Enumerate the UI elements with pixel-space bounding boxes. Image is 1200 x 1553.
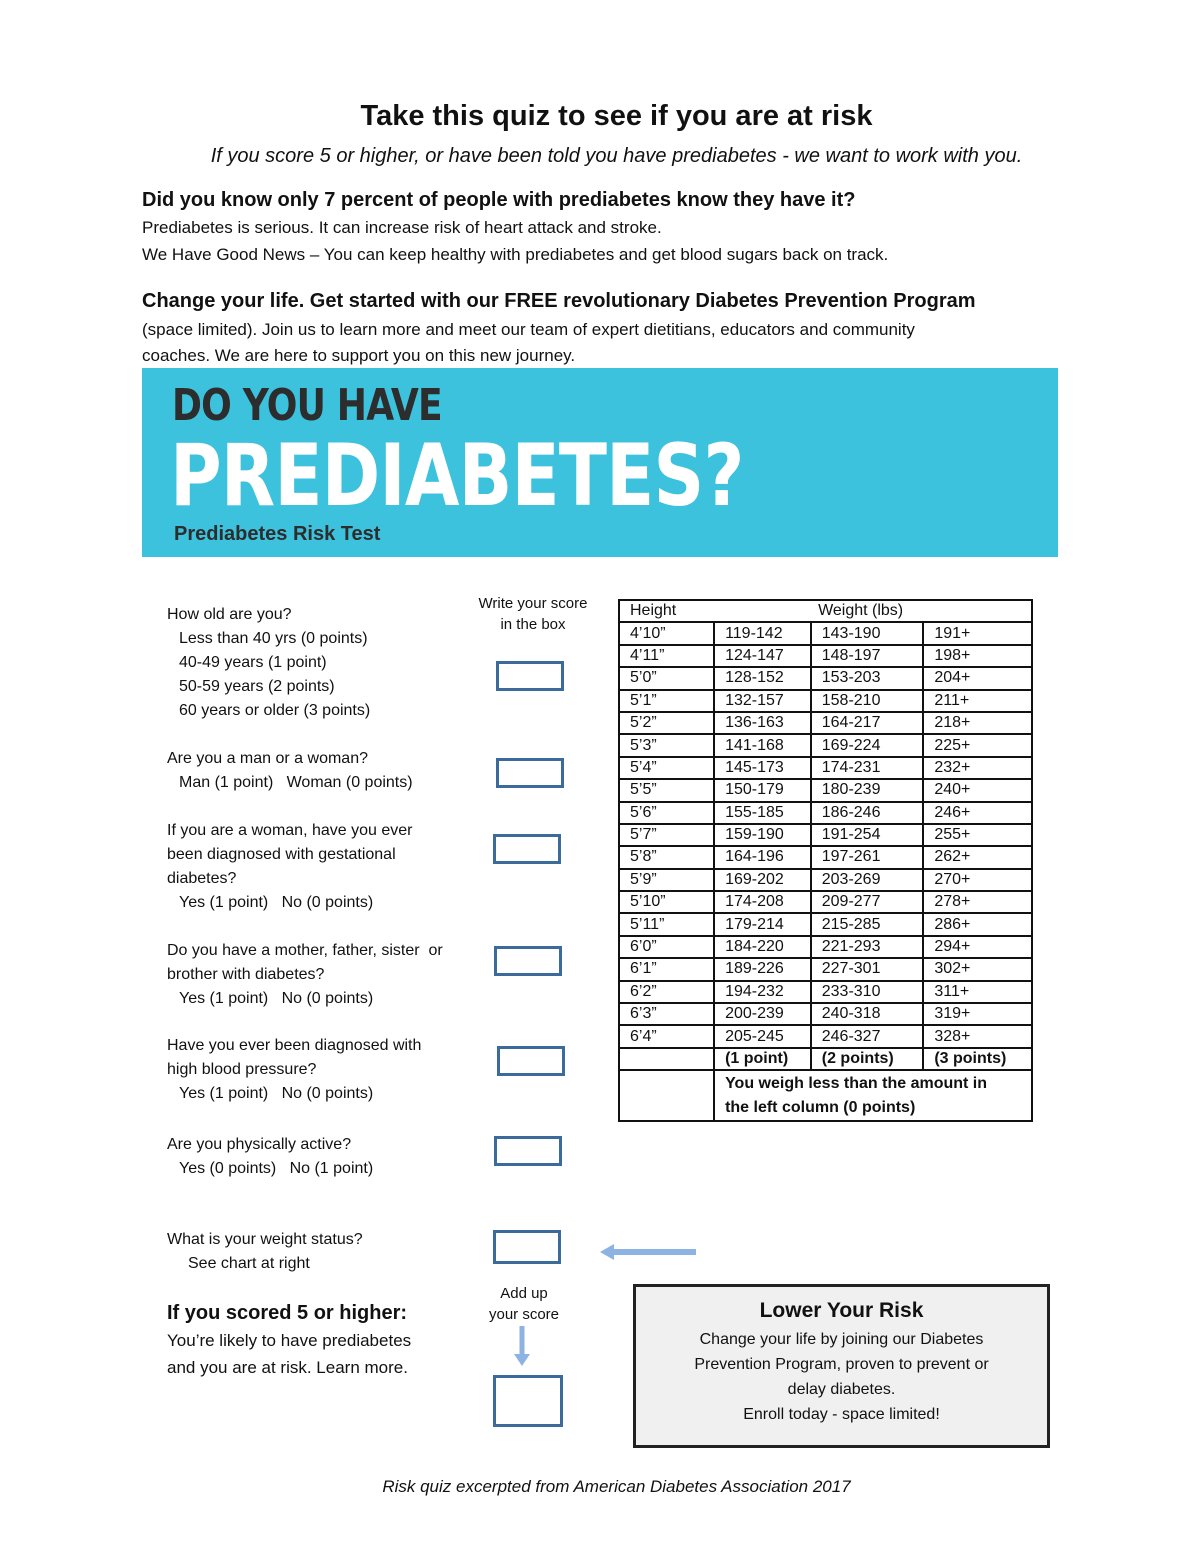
program-heading: Change your life. Get started with our FREE revolutionary Diabetes Prevention Program (142, 290, 976, 312)
lower-risk-box: Lower Your Risk Change your life by joining our Diabetes Prevention Program, proven to prevent or delay diabetes. Enroll today - space limited! (633, 1284, 1050, 1448)
score-box-weight[interactable] (493, 1230, 561, 1264)
banner-line-1: DO YOU HAVE (172, 380, 442, 431)
intro-heading: Did you know only 7 percent of people with prediabetes know they have it? (142, 189, 856, 211)
question-gestational: If you are a woman, have you ever been diagnosed with gestational diabetes? Yes (1 point) No (0 points) (167, 822, 413, 911)
points-cell: (2 points) (811, 1048, 924, 1070)
header-height: Height (619, 600, 714, 622)
height-cell: 5’6” (619, 802, 714, 824)
program-line-1: (space limited). Join us to learn more and meet our team of expert dietitians, educators and community (142, 320, 915, 339)
weight-cell: 174-208 (714, 891, 811, 913)
banner-line-2: PREDIABETES? (170, 426, 744, 526)
question-text: Are you a man or a woman? (167, 750, 368, 767)
table-row (619, 734, 1032, 756)
weight-cell: 302+ (923, 958, 1032, 980)
height-cell: 6’1” (619, 958, 714, 980)
weight-cell: 189-226 (714, 958, 811, 980)
weight-cell: 186-246 (811, 802, 924, 824)
weight-cell: 227-301 (811, 958, 924, 980)
height-cell: 5’11” (619, 913, 714, 935)
table-row (619, 667, 1032, 689)
arrow-left-icon (598, 1240, 702, 1264)
empty-cell (619, 1048, 714, 1070)
weight-cell: 203-269 (811, 869, 924, 891)
height-cell: 5’5” (619, 779, 714, 801)
table-row (619, 981, 1032, 1003)
height-cell: 5’3” (619, 734, 714, 756)
empty-cell (619, 1070, 714, 1121)
weight-cell: 204+ (923, 667, 1032, 689)
weight-cell: 132-157 (714, 690, 811, 712)
intro-line-2: We Have Good News – You can keep healthy with prediabetes and get blood sugars back on track. (142, 245, 889, 264)
table-row (619, 645, 1032, 667)
height-cell: 4’11” (619, 645, 714, 667)
height-cell: 5’10” (619, 891, 714, 913)
table-row (619, 913, 1032, 935)
weight-cell: 141-168 (714, 734, 811, 756)
score-box-age[interactable] (496, 661, 564, 691)
height-cell: 5’7” (619, 824, 714, 846)
result-section: If you scored 5 or higher: You’re likely to have prediabetes and you are at risk. Learn more. (167, 1302, 412, 1377)
table-row (619, 846, 1032, 868)
weight-cell: 262+ (923, 846, 1032, 868)
weight-cell: 246-327 (811, 1025, 924, 1047)
weight-cell: 198+ (923, 645, 1032, 667)
height-cell: 4’10” (619, 622, 714, 644)
weight-cell: 119-142 (714, 622, 811, 644)
height-cell: 6’0” (619, 936, 714, 958)
question-text: How old are you? (167, 606, 292, 623)
add-up-note: Add up your score (488, 1285, 560, 1323)
height-cell: 6’3” (619, 1003, 714, 1025)
weight-cell: 232+ (923, 757, 1032, 779)
weight-cell: 218+ (923, 712, 1032, 734)
underweight-row (619, 1070, 1032, 1121)
weight-cell: 180-239 (811, 779, 924, 801)
table-row (619, 802, 1032, 824)
arrow-down-icon (511, 1326, 533, 1368)
table-row (619, 622, 1032, 644)
weight-cell: 278+ (923, 891, 1032, 913)
weight-cell: 233-310 (811, 981, 924, 1003)
weight-cell: 148-197 (811, 645, 924, 667)
height-cell: 5’2” (619, 712, 714, 734)
score-box-total[interactable] (493, 1375, 563, 1427)
weight-cell: 200-239 (714, 1003, 811, 1025)
table-row (619, 824, 1032, 846)
weight-cell: 158-210 (811, 690, 924, 712)
question-gender: Are you a man or a woman? Man (1 point) Woman (0 points) (167, 747, 477, 795)
weight-cell: 286+ (923, 913, 1032, 935)
underweight-note: You weigh less than the amount in the left column (0 points) (714, 1070, 1032, 1121)
weight-cell: 136-163 (714, 712, 811, 734)
table-row (619, 690, 1032, 712)
score-box-active[interactable] (494, 1136, 562, 1166)
weight-cell: 164-217 (811, 712, 924, 734)
table-row (619, 936, 1032, 958)
weight-cell: 191-254 (811, 824, 924, 846)
table-row (619, 1025, 1032, 1047)
weight-cell: 159-190 (714, 824, 811, 846)
question-age: How old are you? Less than 40 yrs (0 points) 40-49 years (1 point) 50-59 years (2 points) 60 years or older (3 points) (167, 603, 477, 723)
score-note: Write your score in the box (478, 595, 588, 633)
height-cell: 5’4” (619, 757, 714, 779)
table-row (619, 757, 1032, 779)
weight-cell: 294+ (923, 936, 1032, 958)
weight-cell: 143-190 (811, 622, 924, 644)
score-box-gender[interactable] (496, 758, 564, 788)
height-cell: 5’9” (619, 869, 714, 891)
page-footer: Risk quiz excerpted from American Diabetes Association 2017 (382, 1477, 851, 1496)
banner-line-3: Prediabetes Risk Test (174, 523, 381, 545)
points-cell: (1 point) (714, 1048, 811, 1070)
table-row (619, 1003, 1032, 1025)
intro-line-1: Prediabetes is serious. It can increase risk of heart attack and stroke. (142, 218, 662, 237)
weight-cell: 328+ (923, 1025, 1032, 1047)
points-row (619, 1048, 1032, 1070)
table-row (619, 891, 1032, 913)
header-weight: Weight (lbs) (714, 600, 1032, 622)
weight-cell: 225+ (923, 734, 1032, 756)
weight-cell: 164-196 (714, 846, 811, 868)
score-box-blood-pressure[interactable] (497, 1046, 565, 1076)
weight-cell: 221-293 (811, 936, 924, 958)
weight-cell: 179-214 (714, 913, 811, 935)
height-cell: 6’4” (619, 1025, 714, 1047)
height-cell: 5’1” (619, 690, 714, 712)
height-cell: 5’8” (619, 846, 714, 868)
weight-cell: 205-245 (714, 1025, 811, 1047)
program-line-2: coaches. We are here to support you on this new journey. (142, 346, 576, 365)
weight-cell: 155-185 (714, 802, 811, 824)
height-cell: 5’0” (619, 667, 714, 689)
result-heading: If you scored 5 or higher: (167, 1302, 408, 1324)
table-row (619, 712, 1032, 734)
score-box-gestational[interactable] (493, 834, 561, 864)
question-blood-pressure: Have you ever been diagnosed with high blood pressure? Yes (1 point) No (0 points) (167, 1037, 422, 1102)
weight-cell: 191+ (923, 622, 1032, 644)
score-box-family[interactable] (494, 946, 562, 976)
weight-cell: 197-261 (811, 846, 924, 868)
weight-cell: 174-231 (811, 757, 924, 779)
weight-cell: 150-179 (714, 779, 811, 801)
table-row (619, 779, 1032, 801)
table-row (619, 958, 1032, 980)
question-active: Are you physically active? Yes (0 points) No (1 point) (167, 1136, 374, 1177)
weight-cell: 169-202 (714, 869, 811, 891)
weight-cell: 215-285 (811, 913, 924, 935)
weight-cell: 311+ (923, 981, 1032, 1003)
weight-cell: 169-224 (811, 734, 924, 756)
lower-risk-heading: Lower Your Risk (759, 1299, 924, 1322)
points-cell: (3 points) (923, 1048, 1032, 1070)
question-weight: What is your weight status? See chart at right (167, 1231, 363, 1272)
weight-cell: 246+ (923, 802, 1032, 824)
table-header-row (619, 600, 1032, 622)
weight-cell: 211+ (923, 690, 1032, 712)
weight-cell: 124-147 (714, 645, 811, 667)
weight-cell: 194-232 (714, 981, 811, 1003)
weight-cell: 153-203 (811, 667, 924, 689)
page-subtitle: If you score 5 or higher, or have been told you have prediabetes - we want to work with you. (210, 145, 1023, 167)
weight-cell: 184-220 (714, 936, 811, 958)
prediabetes-banner (142, 368, 1058, 557)
weight-table (618, 599, 1033, 1122)
weight-cell: 240-318 (811, 1003, 924, 1025)
weight-cell: 270+ (923, 869, 1032, 891)
page-title: Take this quiz to see if you are at risk (360, 100, 873, 132)
weight-cell: 145-173 (714, 757, 811, 779)
weight-cell: 255+ (923, 824, 1032, 846)
weight-cell: 240+ (923, 779, 1032, 801)
question-family: Do you have a mother, father, sister or brother with diabetes? Yes (1 point) No (0 points) (167, 942, 443, 1007)
weight-cell: 209-277 (811, 891, 924, 913)
table-row (619, 869, 1032, 891)
weight-cell: 319+ (923, 1003, 1032, 1025)
weight-cell: 128-152 (714, 667, 811, 689)
height-cell: 6’2” (619, 981, 714, 1003)
